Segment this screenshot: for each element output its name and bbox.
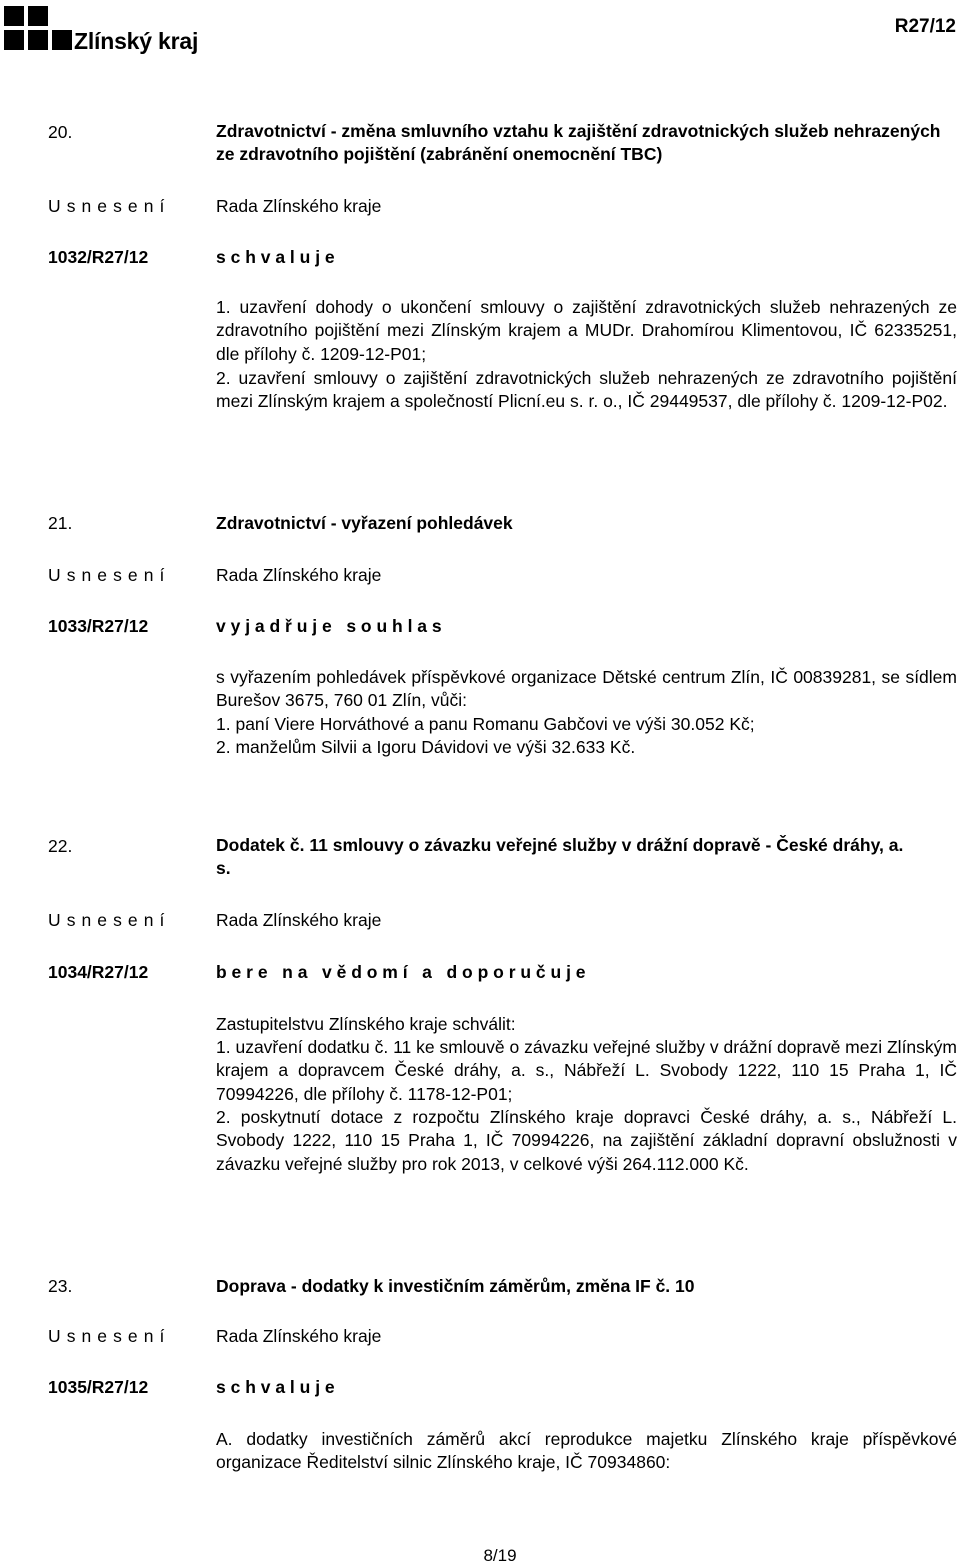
resolution-text: s vyřazením pohledávek příspěvkové organizace Dětské centrum Zlín, IČ 00839281, se sídlem Burešov 3675, 760 01 Zlín, vůči: [216,667,957,711]
resolution-number: 1033/R27/12 [48,616,149,636]
logo-square-icon [28,30,48,50]
item-number: 23. [48,1276,73,1296]
resolution-number: 1034/R27/12 [48,962,149,982]
zlinsky-kraj-logo [4,6,199,58]
resolution-text: 1. uzavření dohody o ukončení smlouvy o zajištění zdravotnických služeb nehrazených ze zdravotního pojištění mezi Zlínským krajem a MUDr. Drahomírou Klimentovou, IČ 62335251, dle přílohy č. 1209-12-P01; [216,297,957,364]
resolution-number: 1032/R27/12 [48,247,149,267]
resolution-label: U s n e s e n í [48,196,165,216]
logo-square-icon [4,6,24,26]
item-title: Zdravotnictví - vyřazení pohledávek [216,513,513,533]
resolution-body: Rada Zlínského kraje [216,910,382,930]
item-title: Dodatek č. 11 smlouvy o závazku veřejné služby v drážní dopravě - České dráhy, a. s. [216,835,904,879]
logo-square-icon [52,30,72,50]
logo-square-icon [4,30,24,50]
resolution-label: U s n e s e n í [48,565,165,585]
resolution-text: 2. poskytnutí dotace z rozpočtu Zlínského kraje dopravci České dráhy, a. s., Nábřeží L. Svobody 1222, 110 15 Praha 1, IČ 70994226, na zajištění základní dopravní obslužnosti v závazku veřejné služby pro rok 2013, v celkové výši 264.112.000 Kč. [216,1107,957,1174]
resolution-body: Rada Zlínského kraje [216,196,382,216]
item-number: 22. [48,836,73,856]
logo-text: Zlínský kraj [74,28,199,54]
resolution-text: 2. uzavření smlouvy o zajištění zdravotnických služeb nehrazených ze zdravotního pojištění mezi Zlínským krajem a společností Plicní.eu s. r. o., IČ 29449537, dle přílohy č. 1209-12-P02. [216,368,957,412]
item-title: Doprava - dodatky k investičním záměrům, změna IF č. 10 [216,1276,695,1296]
resolution-text: 1. uzavření dodatku č. 11 ke smlouvě o závazku veřejné služby v drážní dopravě mezi Zlínským krajem a dopravcem České dráhy, a. s., Nábřeží L. Svobody 1222, 110 15 Praha 1, IČ 70994226, dle přílohy č. 1178-12-P01; [216,1037,957,1104]
page-number: 8/19 [483,1546,517,1565]
resolution-label: U s n e s e n í [48,1326,165,1346]
resolution-action: s c h v a l u j e [216,1377,335,1397]
resolution-label: U s n e s e n í [48,910,165,930]
resolution-action: b e r e n a v ě d o m í a d o p o r u č u j e [216,962,586,982]
resolution-text: 1. paní Viere Horváthové a panu Romanu Gabčovi ve výši 30.052 Kč; [216,714,755,734]
item-number: 20. [48,122,73,142]
resolution-action: v y j a d ř u j e s o u h l a s [216,616,442,636]
resolution-body: Rada Zlínského kraje [216,1326,382,1346]
resolution-action: s c h v a l u j e [216,247,335,267]
resolution-text: A. dodatky investičních záměrů akcí reprodukce majetku Zlínského kraje příspěvkové organizace Ředitelství silnic Zlínského kraje, IČ 70934860: [216,1429,957,1473]
resolution-body: Rada Zlínského kraje [216,565,382,585]
logo-square-icon [28,6,48,26]
item-title: Zdravotnictví - změna smluvního vztahu k zajištění zdravotnických služeb nehrazených ze zdravotního pojištění (zabránění onemocnění TBC) [216,121,941,165]
document-code: R27/12 [894,16,956,37]
item-number: 21. [48,513,73,533]
resolution-number: 1035/R27/12 [48,1377,149,1397]
resolution-text: 2. manželům Silvii a Igoru Dávidovi ve výši 32.633 Kč. [216,737,636,757]
resolution-text: Zastupitelstvu Zlínského kraje schválit: [216,1014,516,1034]
